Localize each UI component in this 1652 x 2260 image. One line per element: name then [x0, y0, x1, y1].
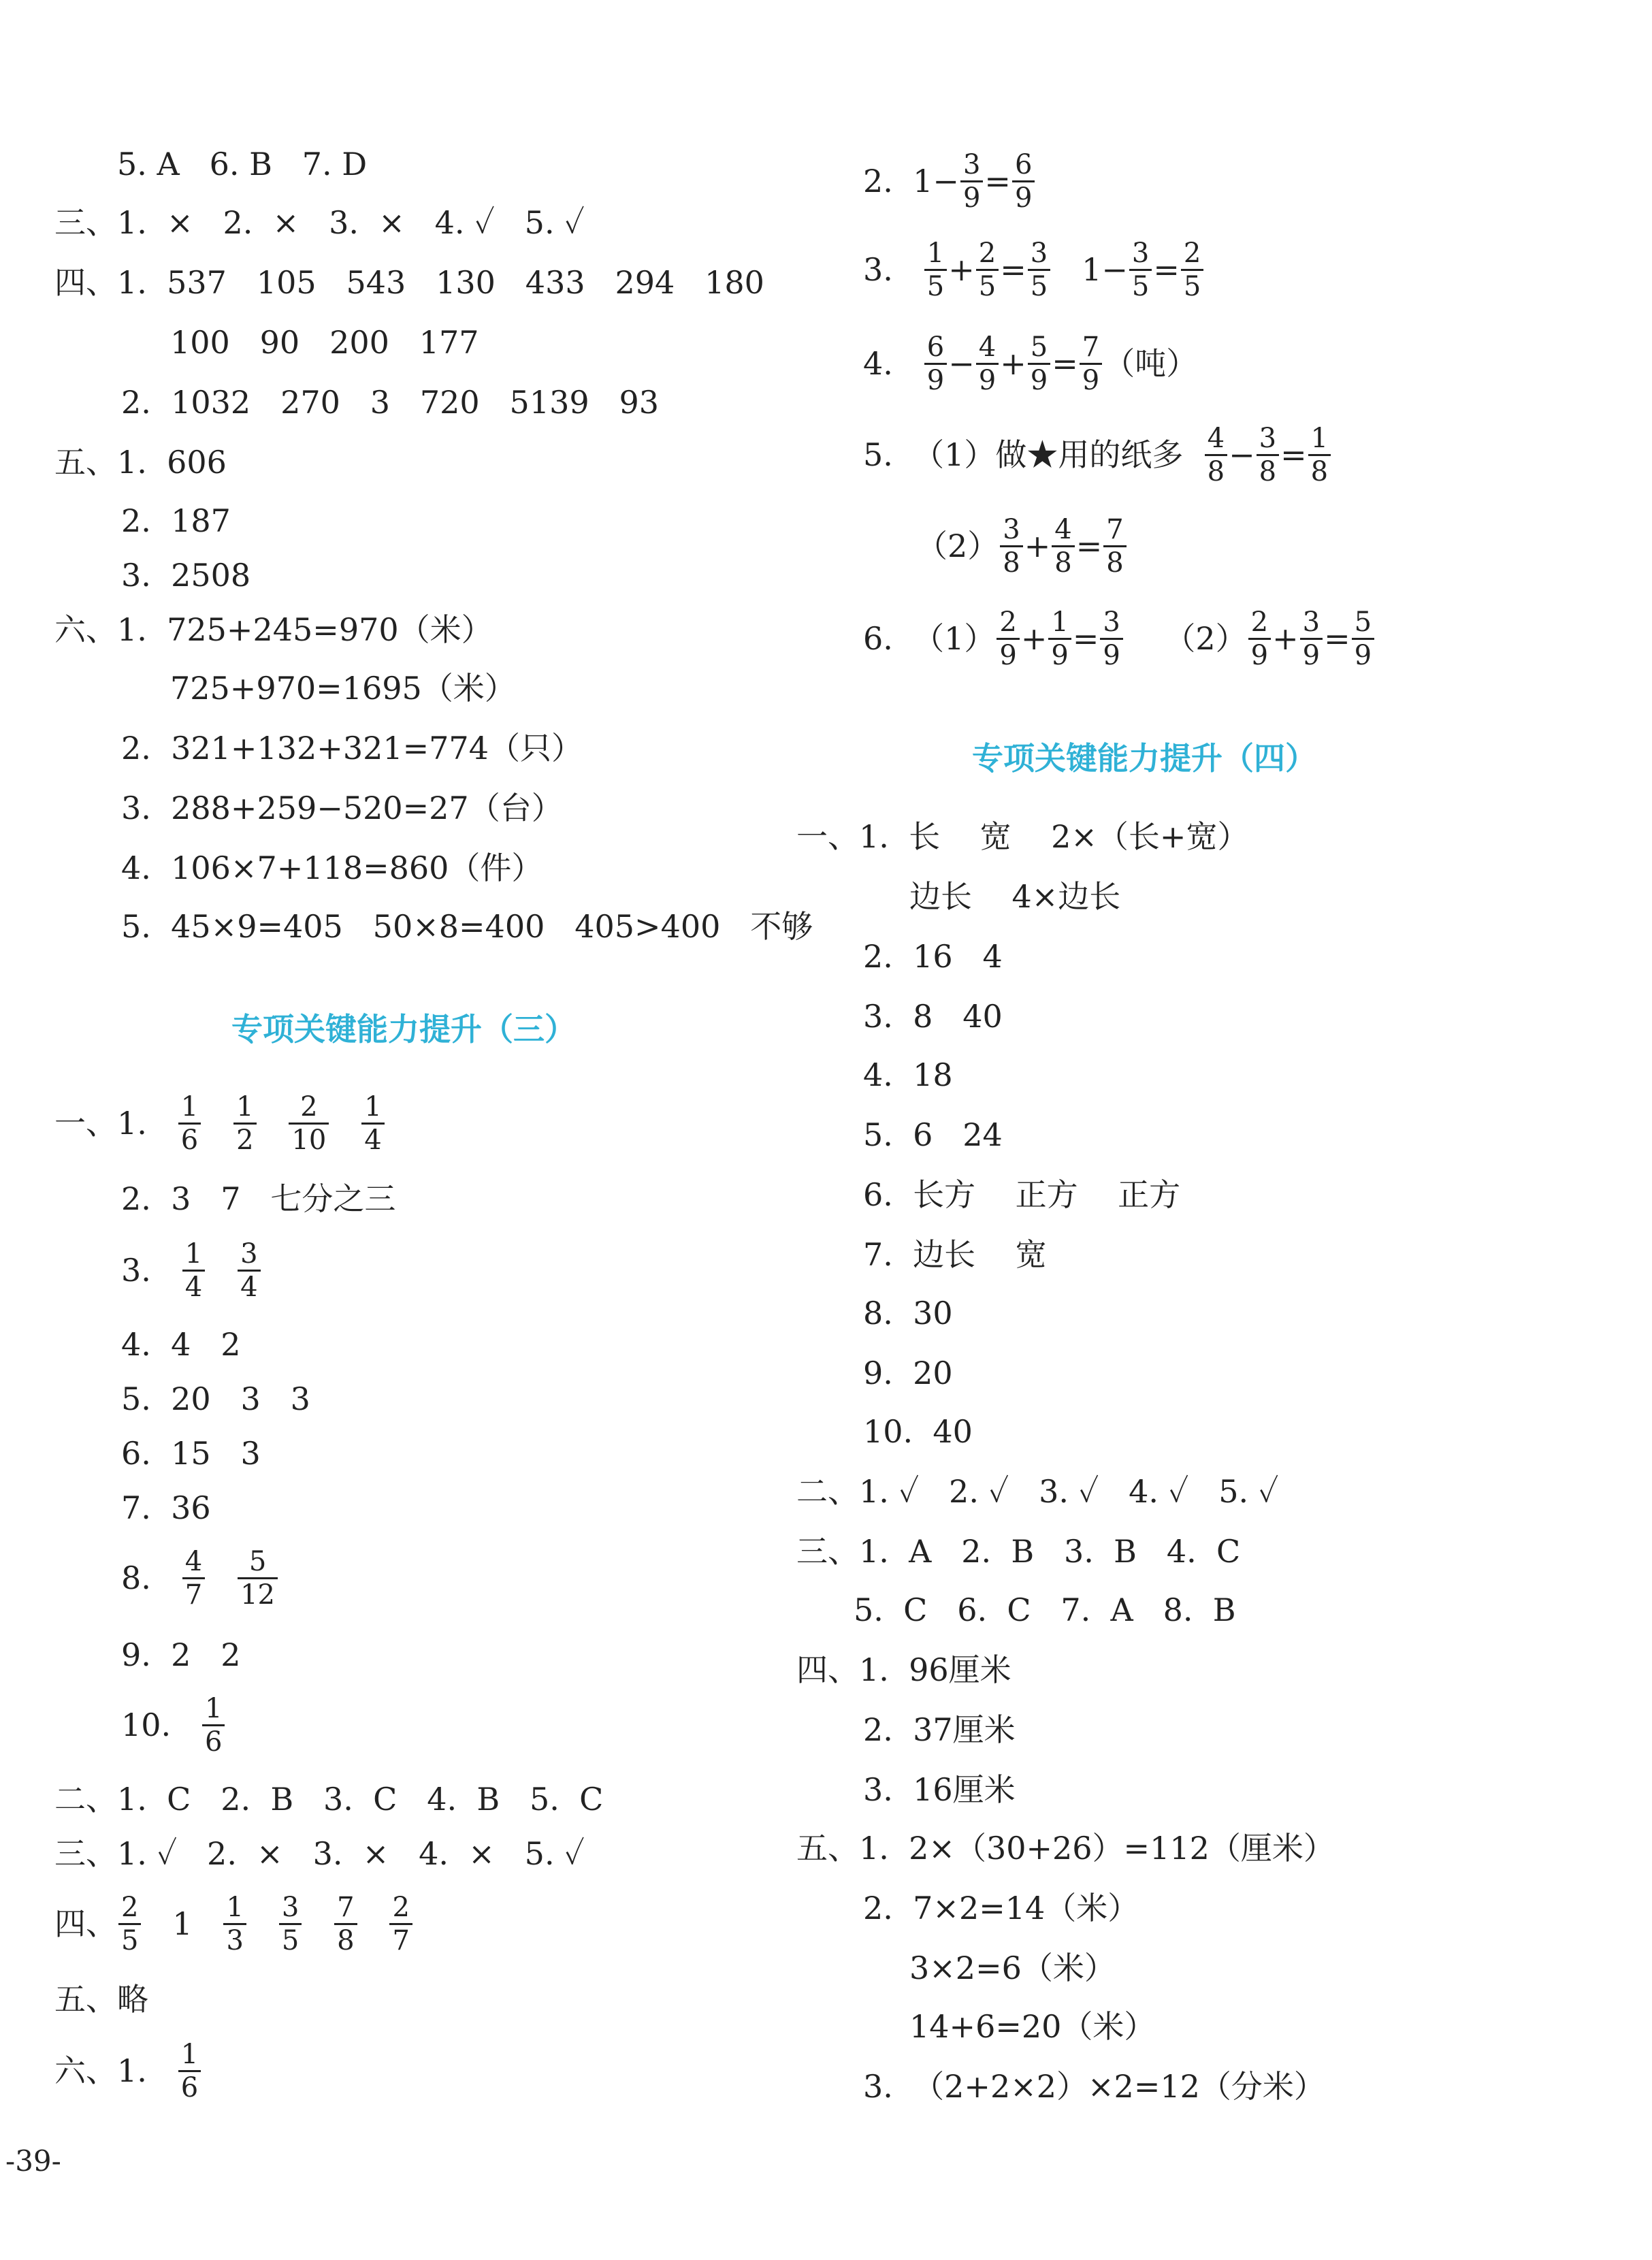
answer-line: 4. 106×7+118=860（件）	[121, 850, 543, 886]
fraction: $\frac{1}{4}$	[182, 1240, 205, 1301]
answer-line: 5. A 6. B 7. D	[117, 146, 368, 182]
answer-line: 3. $\frac{1}{4}$ $\frac{3}{4}$	[121, 1238, 262, 1303]
answer-line: 三、1. × 2. × 3. × 4. ✓ 5. ✓	[54, 204, 585, 241]
answer-line: 3. （2+2×2）×2=12（分米）	[863, 2068, 1325, 2105]
answer-line: 4. 18	[863, 1056, 953, 1093]
answer-line: 5. 6 24	[863, 1116, 1003, 1153]
answer-line: 725+970=1695（米）	[170, 670, 516, 707]
answer-line: 9. 20	[863, 1355, 953, 1391]
fraction: $\frac{1}{8}$	[1308, 425, 1331, 485]
page-number: -39-	[5, 2144, 61, 2178]
answer-line: 五、略	[54, 1981, 148, 2018]
answer-line: 3. $\frac{1}{5}$ + $\frac{2}{5}$ = $\frac{3}{5}$ 1− $\frac{3}{5}$ = $\frac{2}{5}$	[863, 237, 1205, 302]
answer-line: 六、1. $\frac{1}{6}$	[54, 2038, 202, 2103]
answer-line: 2. 37厘米	[863, 1711, 1016, 1748]
answer-line: 7. 36	[121, 1489, 211, 1526]
fraction: $\frac{1}{2}$	[233, 1093, 256, 1154]
fraction: $\frac{4}{7}$	[182, 1548, 205, 1609]
fraction: $\frac{3}{5}$	[279, 1894, 302, 1954]
answer-line: 14+6=20（米）	[909, 2008, 1156, 2045]
fraction: $\frac{5}{9}$	[1028, 334, 1050, 394]
answer-line: 边长 4×边长	[909, 878, 1121, 915]
fraction: $\frac{2}{5}$	[118, 1894, 141, 1954]
answer-line: 10. $\frac{1}{6}$	[121, 1692, 226, 1758]
answer-line: 五、1. 2×（30+26）=112（厘米）	[796, 1830, 1335, 1867]
fraction: $\frac{2}{9}$	[997, 609, 1019, 669]
fraction: $\frac{5}{9}$	[1352, 609, 1374, 669]
fraction: $\frac{3}{9}$	[1100, 609, 1122, 669]
answer-line: 6. 15 3	[121, 1435, 261, 1472]
fraction: $\frac{2}{9}$	[1248, 609, 1271, 669]
fraction: $\frac{2}{5}$	[1181, 240, 1203, 300]
fraction: $\frac{2}{5}$	[976, 240, 999, 300]
answer-line: 四、 $\frac{2}{5}$ 1 $\frac{1}{3}$ $\frac{3}{5}$ $\frac{7}{8}$ $\frac{2}{7}$	[54, 1891, 414, 1956]
answer-line: 5. 20 3 3	[121, 1381, 310, 1417]
fraction: $\frac{6}{9}$	[1012, 151, 1035, 212]
answer-line: 一、1. 长 宽 2×（长+宽）	[796, 818, 1249, 855]
answer-line: 2. 3 7 七分之三	[121, 1180, 396, 1217]
fraction: $\frac{7}{8}$	[334, 1894, 357, 1954]
fraction: $\frac{3}{8}$	[1257, 425, 1279, 485]
answer-line: 5. （1）做★用的纸多 $\frac{4}{8}$ − $\frac{3}{8}$ = $\frac{1}{8}$	[863, 422, 1332, 487]
answer-line: 2. 1032 270 3 720 5139 93	[121, 384, 659, 421]
answer-line: 10. 40	[863, 1413, 973, 1450]
answer-line: 5. 45×9=405 50×8=400 405>400 不够	[121, 908, 813, 945]
answer-line: 2. 16 4	[863, 938, 1003, 975]
fraction: $\frac{1}{6}$	[178, 2041, 201, 2101]
answer-line: 8. $\frac{4}{7}$ $\frac{5}{12}$	[121, 1545, 279, 1611]
fraction: $\frac{1}{5}$	[924, 240, 947, 300]
fraction: $\frac{1}{3}$	[223, 1894, 246, 1954]
fraction: $\frac{3}{5}$	[1129, 240, 1152, 300]
answer-line: 8. 30	[863, 1295, 953, 1331]
answer-line: 2. 187	[121, 502, 231, 539]
answer-line: 6. （1） $\frac{2}{9}$ + $\frac{1}{9}$ = $\frac{3}{9}$ （2） $\frac{2}{9}$ + $\frac{3}{9}$ = $\frac{5}{9}$	[863, 606, 1376, 671]
answer-line: 5. C 6. C 7. A 8. B	[854, 1592, 1236, 1628]
answer-line: 三、1. ✓ 2. × 3. × 4. × 5. ✓	[54, 1835, 585, 1872]
fraction: $\frac{2}{10}$	[289, 1093, 329, 1154]
fraction: $\frac{2}{7}$	[389, 1894, 412, 1954]
answer-line: 二、1. C 2. B 3. C 4. B 5. C	[54, 1781, 604, 1818]
fraction: $\frac{7}{9}$	[1080, 334, 1102, 394]
fraction: $\frac{6}{9}$	[924, 334, 947, 394]
answer-line: 9. 2 2	[121, 1636, 241, 1673]
answer-line: 100 90 200 177	[170, 324, 479, 361]
fraction: $\frac{7}{8}$	[1103, 516, 1126, 577]
fraction: $\frac{3}{5}$	[1028, 240, 1050, 300]
fraction: $\frac{3}{9}$	[960, 151, 983, 212]
answer-line: 7. 边长 宽	[863, 1236, 1047, 1273]
answer-line: 3. 288+259−520=27（台）	[121, 790, 563, 826]
fraction: $\frac{4}{8}$	[1205, 425, 1227, 485]
answer-line: 四、1. 537 105 543 130 433 294 180	[54, 264, 764, 301]
answer-line: 2. 321+132+321=774（只）	[121, 730, 583, 766]
answer-line: 六、1. 725+245=970（米）	[54, 611, 493, 648]
answer-line: 4. $\frac{6}{9}$ − $\frac{4}{9}$ + $\frac{5}{9}$ = $\frac{7}{9}$ （吨）	[863, 331, 1198, 396]
answer-line: 3. 2508	[121, 557, 251, 594]
answer-line: 四、1. 96厘米	[796, 1651, 1011, 1688]
fraction: $\frac{3}{4}$	[238, 1240, 260, 1301]
fraction: $\frac{4}{9}$	[976, 334, 999, 394]
answer-line: 3×2=6（米）	[909, 1950, 1116, 1986]
fraction: $\frac{1}{6}$	[202, 1695, 225, 1756]
fraction: $\frac{1}{4}$	[361, 1093, 384, 1154]
fraction: $\frac{1}{6}$	[178, 1093, 201, 1154]
fraction: $\frac{3}{8}$	[1000, 516, 1022, 577]
fraction: $\frac{1}{9}$	[1048, 609, 1071, 669]
answer-line: 2. 7×2=14（米）	[863, 1890, 1139, 1926]
answer-line: 二、1. ✓ 2. ✓ 3. ✓ 4. ✓ 5. ✓	[796, 1473, 1279, 1510]
answer-line: 五、1. 606	[54, 444, 227, 481]
answer-line: 3. 8 40	[863, 998, 1003, 1035]
section-title: 专项关键能力提升（三）	[231, 1011, 576, 1048]
answer-line: 三、1. A 2. B 3. B 4. C	[796, 1533, 1241, 1570]
fraction: $\frac{5}{12}$	[238, 1548, 278, 1609]
answer-line: 3. 16厘米	[863, 1771, 1016, 1808]
answer-line: 一、1. $\frac{1}{6}$ $\frac{1}{2}$ $\frac{2}{10}$ $\frac{1}{4}$	[54, 1091, 386, 1156]
section-title: 专项关键能力提升（四）	[972, 740, 1316, 777]
answer-line: 2. 1− $\frac{3}{9}$ = $\frac{6}{9}$	[863, 148, 1036, 214]
answer-line: 4. 4 2	[121, 1326, 241, 1363]
fraction: $\frac{3}{9}$	[1300, 609, 1323, 669]
fraction: $\frac{4}{8}$	[1052, 516, 1074, 577]
answer-line: 6. 长方 正方 正方	[863, 1176, 1181, 1213]
answer-line: （2） $\frac{3}{8}$ + $\frac{4}{8}$ = $\frac{7}{8}$	[916, 513, 1128, 579]
